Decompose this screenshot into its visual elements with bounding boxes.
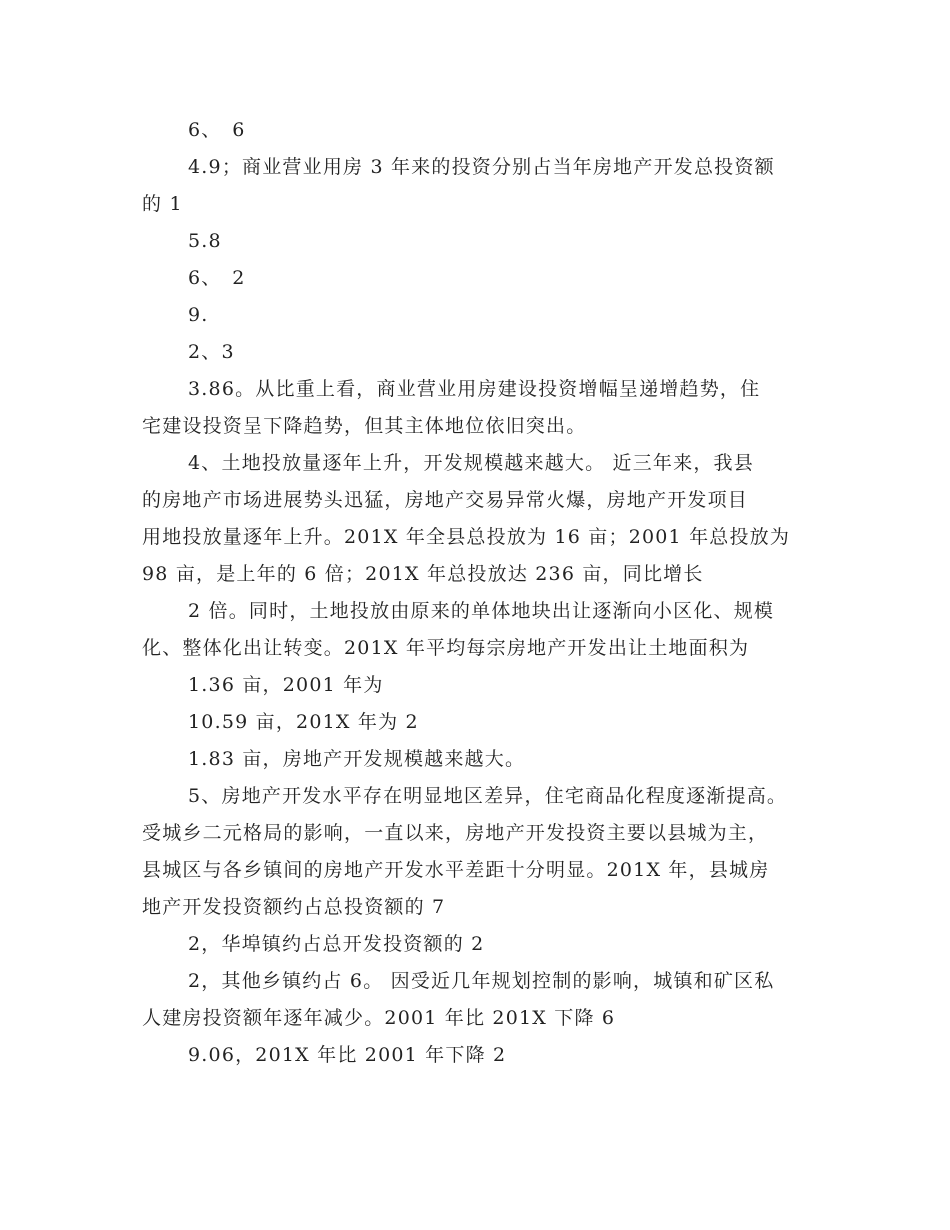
text-line: 受城乡二元格局的影响，一直以来，房地产开发投资主要以县城为主， <box>142 822 769 844</box>
paragraph <box>142 112 842 149</box>
text-line: 3.86。从比重上看，商业营业用房建设投资增幅呈递增趋势，住 <box>188 378 761 400</box>
paragraph <box>142 704 842 741</box>
paragraph <box>142 149 842 223</box>
paragraph <box>142 593 842 667</box>
paragraph <box>142 667 842 704</box>
paragraph <box>142 1037 842 1074</box>
text-line: 的房地产市场进展势头迅猛，房地产交易异常火爆，房地产开发项目 <box>142 489 749 511</box>
paragraph <box>142 445 842 593</box>
text-line: 5、房地产开发水平存在明显地区差异，住宅商品化程度逐渐提高。 <box>188 785 788 807</box>
paragraph <box>142 260 842 297</box>
text-line: 地产开发投资额约占总投资额的 7 <box>142 896 446 918</box>
text-line: 用地投放量逐年上升。201X 年全县总投放为 16 亩；2001 年总投放为 <box>142 526 791 548</box>
text-line: 2，华埠镇约占总开发投资额的 2 <box>188 933 485 955</box>
text-line: 化、整体化出让转变。201X 年平均每宗房地产开发出让土地面积为 <box>142 637 750 659</box>
paragraph <box>142 741 842 778</box>
text-line: 6、 2 <box>188 267 246 289</box>
text-line: 2 倍。同时，土地投放由原来的单体地块出让逐渐向小区化、规模 <box>188 600 775 622</box>
text-line: 9.06，201X 年比 2001 年下降 2 <box>188 1044 507 1066</box>
text-line: 6、 6 <box>188 119 246 141</box>
text-line: 宅建设投资呈下降趋势，但其主体地位依旧突出。 <box>142 415 587 437</box>
text-line: 10.59 亩，201X 年为 2 <box>188 711 419 733</box>
text-line: 4、土地投放量逐年上升，开发规模越来越大。 近三年来，我县 <box>188 452 754 474</box>
text-line: 1.36 亩，2001 年为 <box>188 674 384 696</box>
paragraph <box>142 371 842 445</box>
paragraph <box>142 334 842 371</box>
text-line: 1.83 亩，房地产开发规模越来越大。 <box>188 748 526 770</box>
paragraph <box>142 297 842 334</box>
paragraph <box>142 963 842 1037</box>
paragraph <box>142 223 842 260</box>
text-line: 的 1 <box>142 193 183 215</box>
document-body <box>142 112 842 1074</box>
text-line: 2、3 <box>188 341 235 363</box>
text-line: 2，其他乡镇约占 6。 因受近几年规划控制的影响，城镇和矿区私 <box>188 970 775 992</box>
text-line: 5.8 <box>188 230 222 252</box>
text-line: 人建房投资额年逐年减少。2001 年比 201X 下降 6 <box>142 1007 616 1029</box>
paragraph <box>142 778 842 926</box>
text-line: 9. <box>188 304 209 326</box>
text-line: 98 亩，是上年的 6 倍；201X 年总投放达 236 亩，同比增长 <box>142 563 704 585</box>
text-line: 县城区与各乡镇间的房地产开发水平差距十分明显。201X 年，县城房 <box>142 859 770 881</box>
paragraph <box>142 926 842 963</box>
text-line: 4.9；商业营业用房 3 年来的投资分别占当年房地产开发总投资额 <box>188 156 775 178</box>
